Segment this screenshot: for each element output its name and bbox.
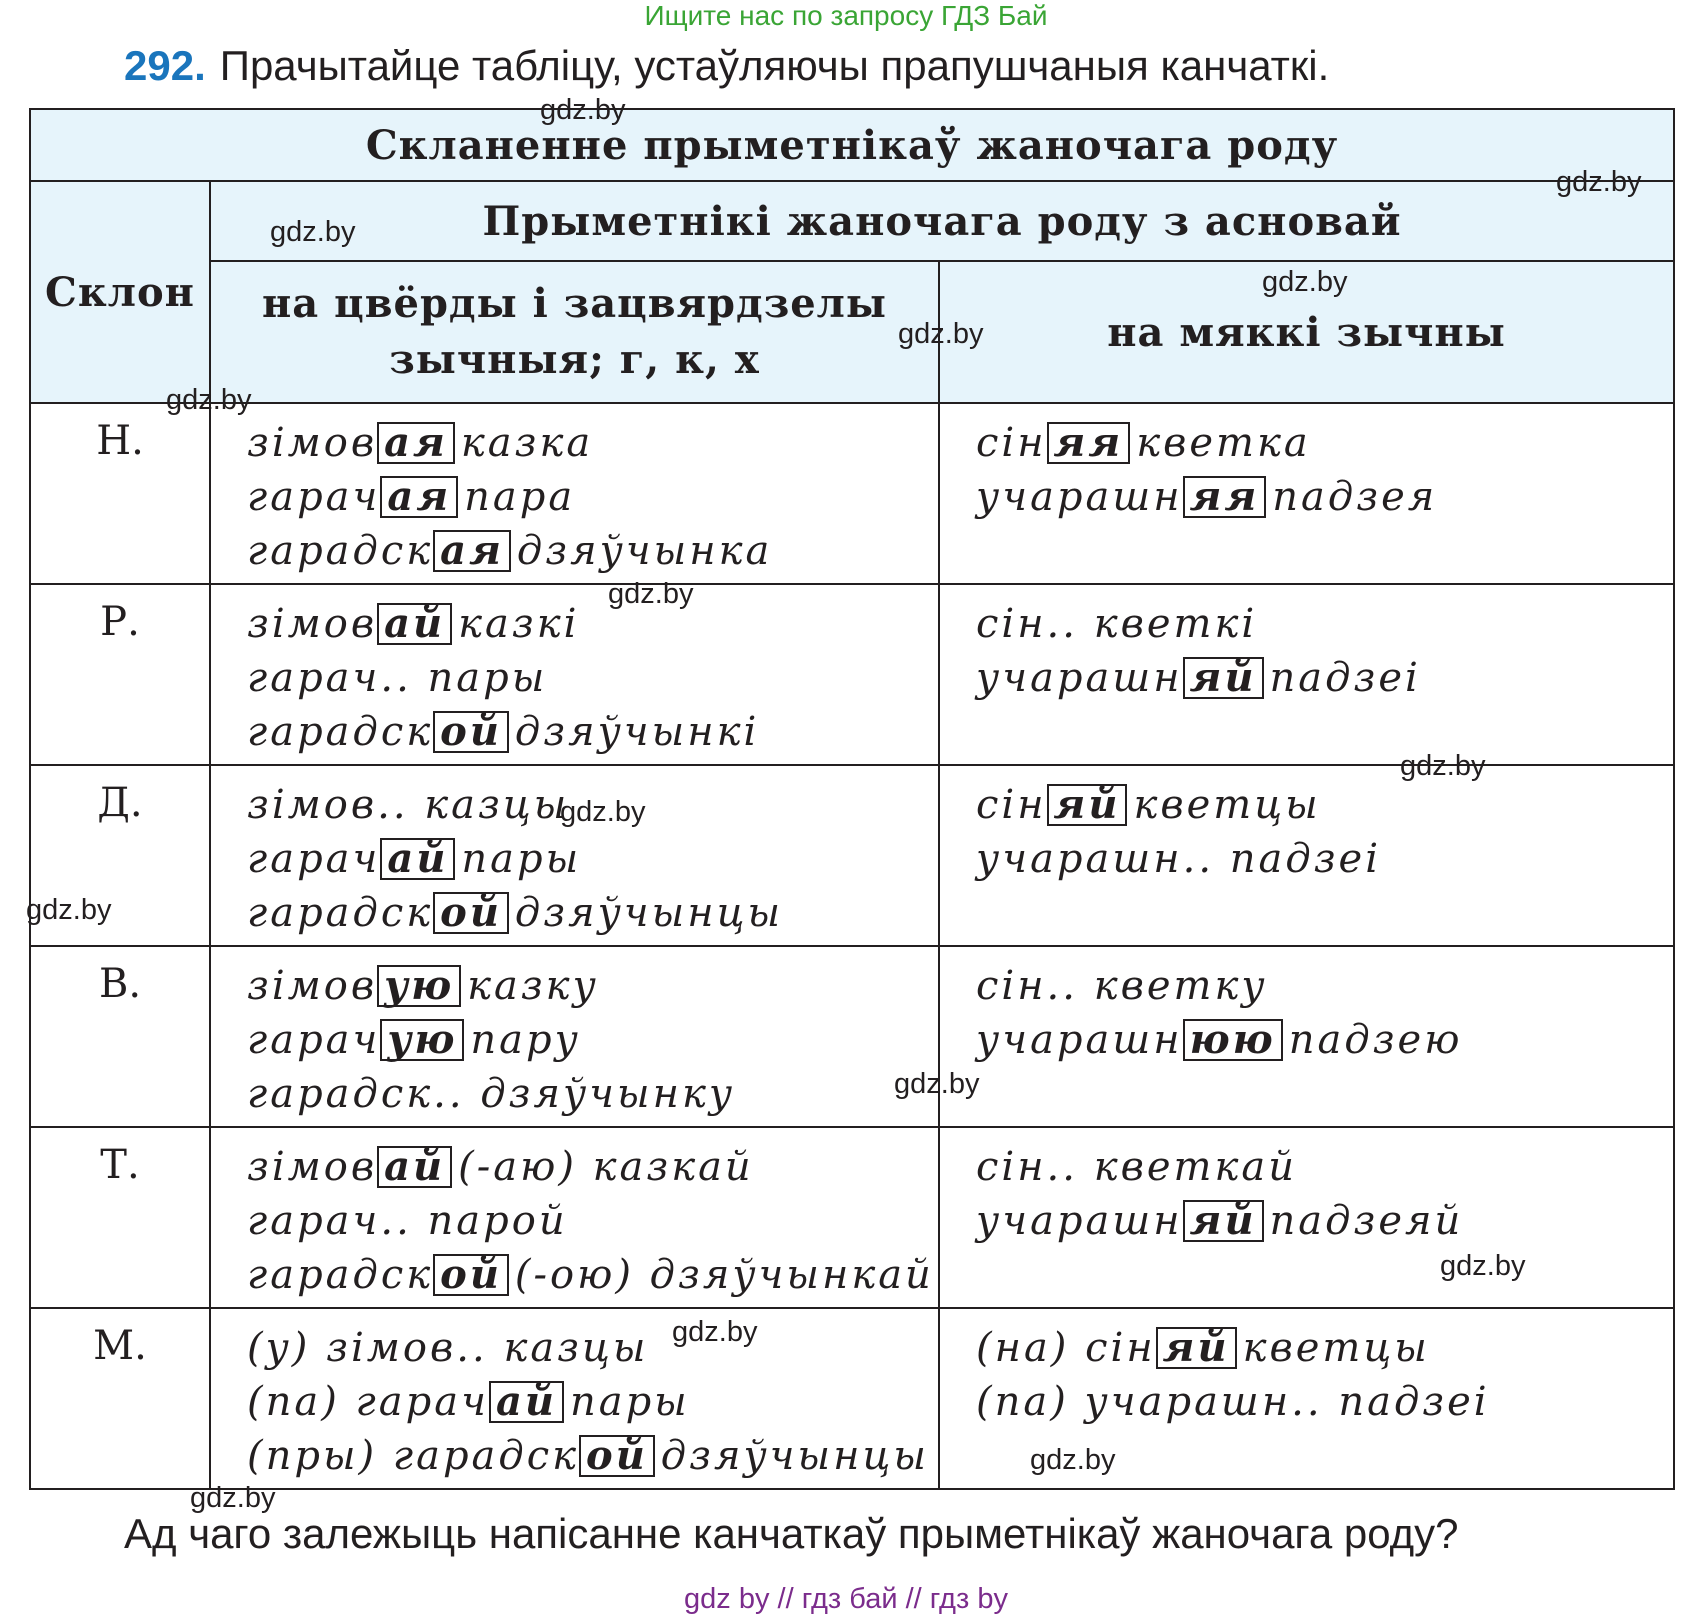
cell-soft [939, 1127, 1674, 1308]
noun: (-ою) дзяўчынкай [514, 1252, 934, 1298]
case-label: М. [30, 1308, 210, 1489]
noun: падзеі [1229, 836, 1382, 882]
inserted-ending: ай [377, 1146, 452, 1188]
adjective-stem: зімов [247, 1144, 378, 1190]
watermark-text: gdz.by [608, 578, 694, 610]
adjective-stem: гарадск [392, 1433, 580, 1479]
noun: дзяўчынцы [660, 1433, 929, 1479]
case-label: Д. [30, 765, 210, 946]
adjective-phrase [976, 651, 1673, 705]
cell-hard [210, 765, 939, 946]
noun: казкі [458, 601, 580, 647]
watermark-text: gdz.by [1556, 166, 1642, 198]
top-banner: Ищите нас по запросу ГДЗ Бай [644, 0, 1048, 31]
adjective-stem: гарадск.. [247, 1071, 465, 1117]
adjective-stem: гарадск [247, 890, 434, 936]
adjective-stem: зімов.. [326, 1325, 488, 1371]
adjective-phrase [247, 416, 938, 470]
inserted-ending: ай [377, 603, 452, 645]
noun: (-аю) казкай [458, 1144, 754, 1190]
inserted-ending: ой [433, 711, 509, 753]
adjective-phrase [976, 1321, 1673, 1375]
adjective-stem: учарашн [976, 474, 1183, 520]
adjective-stem: гарач [247, 836, 381, 882]
table-row [30, 946, 1674, 1127]
declension-table [29, 108, 1675, 1490]
noun: дзяўчынкі [514, 709, 760, 755]
adjective-stem: сін.. [976, 963, 1078, 1009]
adjective-phrase [247, 1321, 938, 1375]
cell-soft [939, 946, 1674, 1127]
adjective-phrase [247, 1067, 938, 1121]
noun: кветцы [1242, 1325, 1430, 1371]
noun: падзеі [1269, 655, 1421, 701]
adjective-stem: гарадск [247, 528, 434, 574]
adjective-stem: сін [976, 420, 1047, 466]
adjective-phrase [976, 1013, 1673, 1067]
inserted-ending: ой [433, 1254, 509, 1296]
noun: казку [467, 963, 599, 1009]
adjective-phrase [976, 959, 1673, 1013]
table-body [30, 403, 1674, 1489]
column-header-hard-line2: зычныя; г, к, х [389, 336, 760, 383]
adjective-stem: зімов.. [247, 782, 409, 828]
adjective-phrase [976, 1375, 1673, 1429]
adjective-stem: учарашн [976, 1017, 1183, 1063]
cell-hard [210, 1127, 939, 1308]
preposition: (у) [247, 1325, 311, 1371]
adjective-phrase [247, 1248, 938, 1302]
watermark-text: gdz.by [26, 894, 112, 926]
inserted-ending: юю [1183, 1019, 1283, 1061]
noun: пары [569, 1379, 690, 1425]
case-label: Т. [30, 1127, 210, 1308]
adjective-phrase [247, 524, 938, 578]
preposition: (на) [976, 1325, 1070, 1371]
inserted-ending: ую [380, 1019, 464, 1061]
adjective-stem: гарач [355, 1379, 489, 1425]
adjective-phrase [976, 1140, 1673, 1194]
inserted-ending: яй [1047, 784, 1128, 826]
watermark-text: gdz.by [1400, 750, 1486, 782]
adjective-stem: зімов [247, 963, 378, 1009]
adjective-phrase [247, 705, 938, 759]
case-label: В. [30, 946, 210, 1127]
adjective-phrase [976, 597, 1673, 651]
preposition: (па) [247, 1379, 340, 1425]
cell-hard [210, 403, 939, 584]
footer-text: gdz by // гдз бай // гдз by [684, 1583, 1008, 1615]
adjective-phrase [976, 778, 1673, 832]
inserted-ending: ай [489, 1381, 564, 1423]
table-row [30, 403, 1674, 584]
adjective-stem: гарадск [247, 709, 434, 755]
noun: дзяўчынку [480, 1071, 736, 1117]
noun: падзея [1272, 474, 1438, 520]
table-row [30, 1127, 1674, 1308]
adjective-phrase [247, 597, 938, 651]
preposition: (па) [976, 1379, 1069, 1425]
stem-header: Прыметнікі жаночага роду з асновай [210, 181, 1674, 261]
inserted-ending: ая [433, 530, 511, 572]
table-row [30, 1308, 1674, 1489]
adjective-phrase [247, 1429, 938, 1483]
watermark-text: gdz.by [894, 1068, 980, 1100]
noun: кветцы [1133, 782, 1321, 828]
column-header-hard [210, 261, 939, 403]
adjective-stem: гарач [247, 1017, 381, 1063]
adjective-stem: гарач.. [247, 655, 412, 701]
noun: падзеі [1338, 1379, 1490, 1425]
watermark-text: gdz.by [1030, 1444, 1116, 1476]
watermark-text: gdz.by [1262, 266, 1348, 298]
adjective-stem: учарашн.. [976, 836, 1215, 882]
question-text: Ад чаго залежыць напісанне канчаткаў прыметнікаў жаночага роду? [124, 1510, 1459, 1557]
inserted-ending: яй [1156, 1327, 1237, 1369]
column-header-hard-line1: на цвёрды і зацвярдзелы [262, 280, 887, 327]
adjective-stem: сін [976, 782, 1047, 828]
adjective-stem: гарач.. [247, 1198, 412, 1244]
noun: пара [464, 474, 576, 520]
adjective-phrase [247, 1194, 938, 1248]
adjective-phrase [247, 886, 938, 940]
exercise-number: 292. [124, 42, 206, 89]
cell-hard [210, 584, 939, 765]
adjective-phrase [247, 832, 938, 886]
inserted-ending: ая [380, 476, 458, 518]
inserted-ending: яй [1183, 657, 1264, 699]
table-row [30, 765, 1674, 946]
noun: пары [461, 836, 582, 882]
inserted-ending: ая [377, 422, 455, 464]
inserted-ending: яя [1047, 422, 1131, 464]
adjective-stem: гарач [247, 474, 381, 520]
inserted-ending: ай [380, 838, 455, 880]
adjective-phrase [247, 1375, 938, 1429]
inserted-ending: ую [377, 965, 461, 1007]
case-label: Р. [30, 584, 210, 765]
table-row [30, 584, 1674, 765]
cell-hard [210, 1308, 939, 1489]
cell-soft [939, 584, 1674, 765]
cell-soft [939, 403, 1674, 584]
noun: кветка [1136, 420, 1311, 466]
adjective-phrase [976, 832, 1673, 886]
case-label: Н. [30, 403, 210, 584]
noun: кветкі [1093, 601, 1258, 647]
adjective-stem: зімов [247, 601, 378, 647]
adjective-stem: гарадск [247, 1252, 434, 1298]
noun: парой [427, 1198, 568, 1244]
cell-soft [939, 765, 1674, 946]
noun: пару [470, 1017, 581, 1063]
inserted-ending: яя [1183, 476, 1267, 518]
watermark-text: gdz.by [190, 1482, 276, 1514]
adjective-phrase [976, 470, 1673, 524]
adjective-stem: сін [1085, 1325, 1156, 1371]
inserted-ending: ой [433, 892, 509, 934]
watermark-text: gdz.by [560, 796, 646, 828]
adjective-phrase [247, 959, 938, 1013]
cell-hard [210, 946, 939, 1127]
adjective-phrase [247, 1140, 938, 1194]
adjective-phrase [976, 1194, 1673, 1248]
adjective-stem: учарашн.. [1084, 1379, 1323, 1425]
adjective-stem: зімов [247, 420, 378, 466]
noun: падзею [1288, 1017, 1463, 1063]
adjective-stem: сін.. [976, 601, 1078, 647]
adjective-phrase [247, 1013, 938, 1067]
noun: дзяўчынцы [514, 890, 784, 936]
watermark-text: gdz.by [166, 384, 252, 416]
noun: кветку [1093, 963, 1268, 1009]
noun: падзеяй [1269, 1198, 1464, 1244]
watermark-text: gdz.by [270, 216, 356, 248]
adjective-stem: учарашн [976, 1198, 1183, 1244]
inserted-ending: ой [579, 1435, 655, 1477]
watermark-text: gdz.by [1440, 1250, 1526, 1282]
watermark-text: gdz.by [540, 94, 626, 126]
exercise-text: Прачытайце табліцу, устаўляючы прапушчаныя канчаткі. [219, 42, 1330, 89]
noun: казцы [503, 1325, 649, 1371]
table-title: Скланенне прыметнікаў жаночага роду [30, 109, 1674, 181]
adjective-phrase [976, 416, 1673, 470]
noun: пары [427, 655, 548, 701]
noun: казка [460, 420, 594, 466]
adjective-stem: учарашн [976, 655, 1183, 701]
adjective-phrase [247, 470, 938, 524]
adjective-stem: сін.. [976, 1144, 1078, 1190]
adjective-phrase [247, 651, 938, 705]
watermark-text: gdz.by [898, 318, 984, 350]
column-header-soft: на мяккі зычны [939, 261, 1674, 403]
watermark-text: gdz.by [672, 1316, 758, 1348]
noun: казцы [424, 782, 570, 828]
noun: дзяўчынка [516, 528, 773, 574]
inserted-ending: яй [1183, 1200, 1264, 1242]
preposition: (пры) [247, 1433, 378, 1479]
exercise-heading [124, 40, 1329, 92]
case-header: Склон [30, 181, 210, 403]
noun: кветкай [1093, 1144, 1297, 1190]
